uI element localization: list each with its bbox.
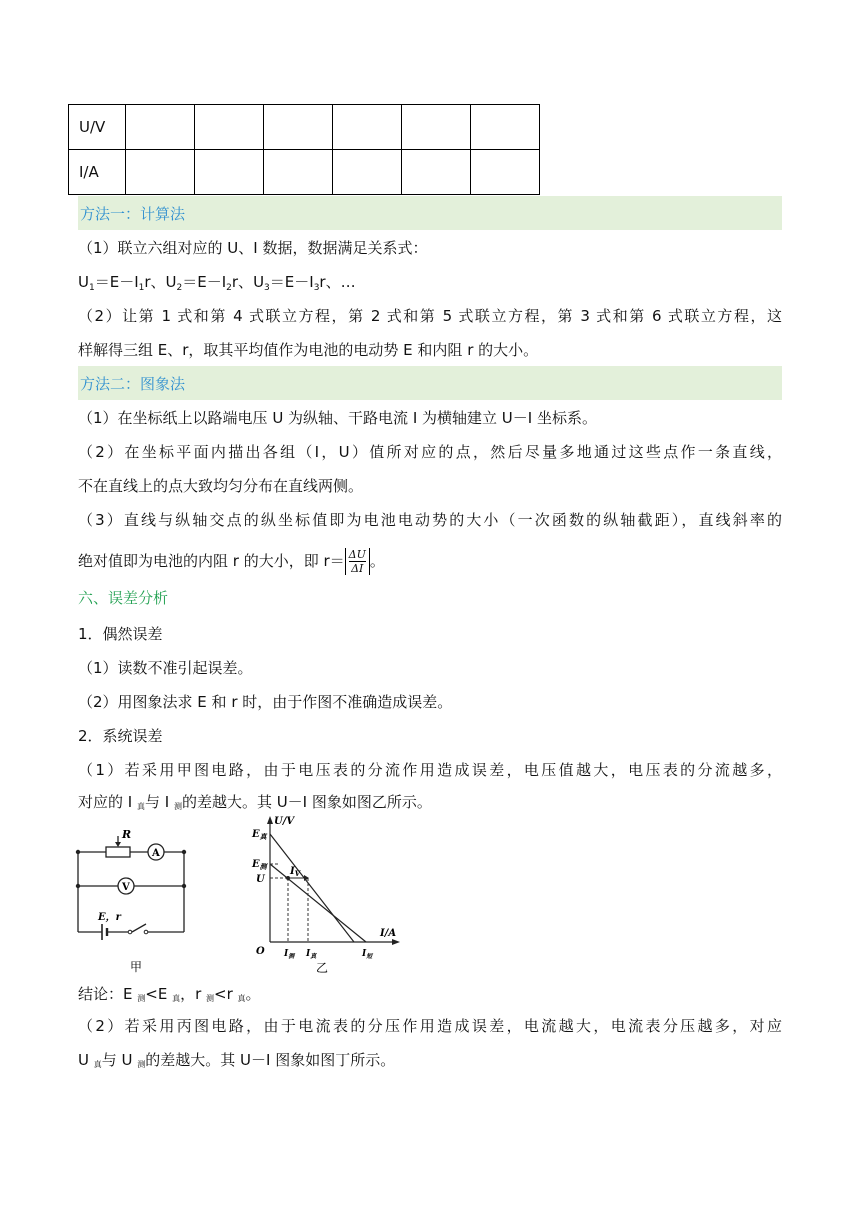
method1-title: 方法一：计算法 [80,205,186,223]
figure-yi-caption: 乙 [316,961,329,975]
table-cell [264,150,333,195]
section6-h2-para2-line2: U $_真$与 U $_测$的差越大。其 U－I 图象如图丁所示。 [78,1051,396,1069]
ui-graph-yi [248,812,408,978]
method2-para2-line2: 不在直线上的点大致均匀分布在直线两侧。 [78,477,364,495]
iv-label: $I_V$ [290,866,301,878]
voltmeter-icon: V [122,882,130,893]
section6-h1-para1: （1）读数不准引起误差。 [78,659,253,677]
method2-para3-line2: 绝对值即为电池的内阻 r 的大小，即 r＝ $\frac{\Delta U}{\Delta I}$ 。 [78,548,385,575]
method2-title: 方法二：图象法 [80,375,186,393]
resistor-label: R [122,828,132,841]
x-axis-label: I/A [380,928,397,939]
table-cell [471,105,540,150]
table-cell [402,105,471,150]
method2-heading-band [78,366,782,400]
ammeter-icon: A [152,848,160,859]
circuit-diagram-jia [66,824,196,976]
figure-jia-caption: 甲 [130,960,143,974]
section6-heading1: 1．偶然误差 [78,625,163,643]
method1-para2-line2: 样解得三组 E、r，取其平均值作为电池的电动势 E 和内阻 r 的大小。 [78,341,539,359]
table-cell [126,150,195,195]
delta-u-over-delta-i-fraction: $\frac{\Delta U}{\Delta I}$ [345,548,370,575]
table-cell [126,105,195,150]
table-cell [471,150,540,195]
section6-h2-para1-line2: 对应的 I $_真$与 I $_测$的差越大。其 U－I 图象如图乙所示。 [78,793,432,811]
table-header-current: I/A [69,150,126,195]
i-short-label: $I_短$ [362,949,373,960]
i-true-label: $I_真$ [306,949,317,960]
table-cell [333,105,402,150]
u-label: U [256,874,265,885]
conclusion-line: 结论：E $_测$<E $_真$，r $_测$<r $_真$。 [78,985,261,1003]
method1-para1: （1）联立六组对应的 U、I 数据，数据满足关系式： [78,239,428,257]
e-true-label: $E_真$ [252,829,267,841]
table-cell [402,150,471,195]
e-measured-label: $E_测$ [252,859,267,871]
table-cell [264,105,333,150]
table-row [69,105,540,150]
section6-h1-para2: （2）用图象法求 E 和 r 时，由于作图不准确造成误差。 [78,693,453,711]
y-axis-label: U/V [274,816,295,827]
table-header-voltage: U/V [69,105,126,150]
table-cell [195,150,264,195]
method2-para2-line1: （2）在坐标平面内描出各组（I，U）值所对应的点，然后尽量多地通过这些点作一条直线， [78,443,782,461]
method2-para1: （1）在坐标纸上以路端电压 U 为纵轴、干路电流 I 为横轴建立 U－I 坐标系。 [78,409,597,427]
method2-para3-line1: （3）直线与纵轴交点的纵坐标值即为电池电动势的大小（一次函数的纵轴截距），直线斜率的 [78,511,782,529]
table-cell [195,105,264,150]
origin-label: O [256,946,265,957]
section6-h2-para1-line1: （1）若采用甲图电路，由于电压表的分流作用造成误差，电压值越大，电压表的分流越多， [78,761,782,779]
method1-heading-band [78,196,782,230]
table-row [69,150,540,195]
section6-h2-para2-line1: （2）若采用丙图电路，由于电流表的分压作用造成误差，电流越大，电流表分压越多，对应 [78,1017,782,1035]
table-cell [333,150,402,195]
method1-para2-line1: （2）让第 1 式和第 4 式联立方程，第 2 式和第 5 式联立方程，第 3 式和第 6 式联立方程，这 [78,307,782,325]
i-measured-label: $I_测$ [284,949,295,960]
data-table [68,104,540,195]
section6-title: 六、误差分析 [78,589,169,607]
battery-label: E，r [98,912,121,923]
section6-heading2: 2．系统误差 [78,727,163,745]
method1-equations: $U_1=E-I_1r$、$U_2=E-I_2r$、$U_3=E-I_3r$、… [78,273,356,293]
